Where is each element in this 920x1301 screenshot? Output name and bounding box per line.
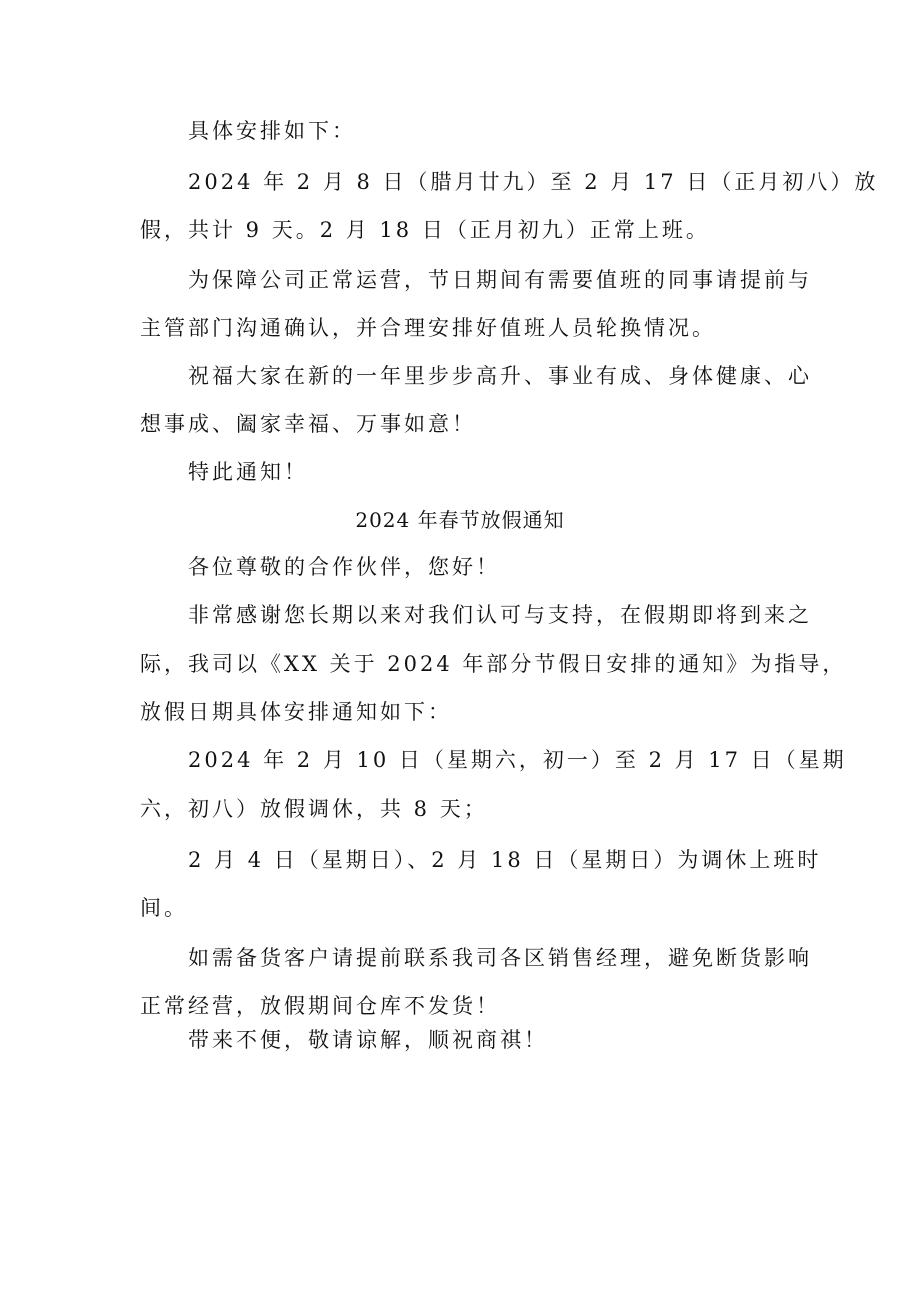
wish-line-1: 祝福大家在新的一年里步步高升、事业有成、身体健康、心 — [188, 364, 812, 388]
schedule-intro: 具体安排如下： — [188, 119, 356, 143]
thanks-line-3: 放假日期具体安排通知如下： — [140, 700, 452, 724]
schedule-line-2: 假，共计 9 天。2 月 18 日（正月初九）正常上班。 — [140, 218, 710, 242]
thanks-line-2: 际，我司以《XX 关于 2024 年部分节假日安排的通知》为指导， — [140, 652, 847, 676]
duty-line-1: 为保障公司正常运营，节日期间有需要值班的同事请提前与 — [188, 268, 812, 292]
schedule-line-1: 2024 年 2 月 8 日（腊月廿九）至 2 月 17 日（正月初八）放 — [188, 170, 879, 194]
holiday-line-2: 六，初八）放假调休，共 8 天； — [140, 797, 488, 821]
stock-line-1: 如需备货客户请提前联系我司各区销售经理，避免断货影响 — [188, 946, 812, 970]
duty-line-2: 主管部门沟通确认，并合理安排好值班人员轮换情况。 — [140, 316, 716, 340]
greeting: 各位尊敬的合作伙伴，您好！ — [188, 555, 500, 579]
thanks-line-1: 非常感谢您长期以来对我们认可与支持，在假期即将到来之 — [188, 603, 812, 627]
wish-line-2: 想事成、阖家幸福、万事如意！ — [140, 412, 476, 436]
workday-line-1: 2 月 4 日（星期日）、2 月 18 日（星期日）为调休上班时 — [188, 848, 822, 872]
apology-line: 带来不便，敬请谅解，顺祝商祺！ — [188, 1028, 548, 1052]
closing-remark: 特此通知！ — [188, 460, 308, 484]
notice-title: 2024 年春节放假通知 — [355, 508, 565, 532]
holiday-line-1: 2024 年 2 月 10 日（星期六，初一）至 2 月 17 日（星期 — [188, 748, 847, 772]
workday-line-2: 间。 — [140, 896, 188, 920]
stock-line-2: 正常经营，放假期间仓库不发货！ — [140, 994, 500, 1018]
